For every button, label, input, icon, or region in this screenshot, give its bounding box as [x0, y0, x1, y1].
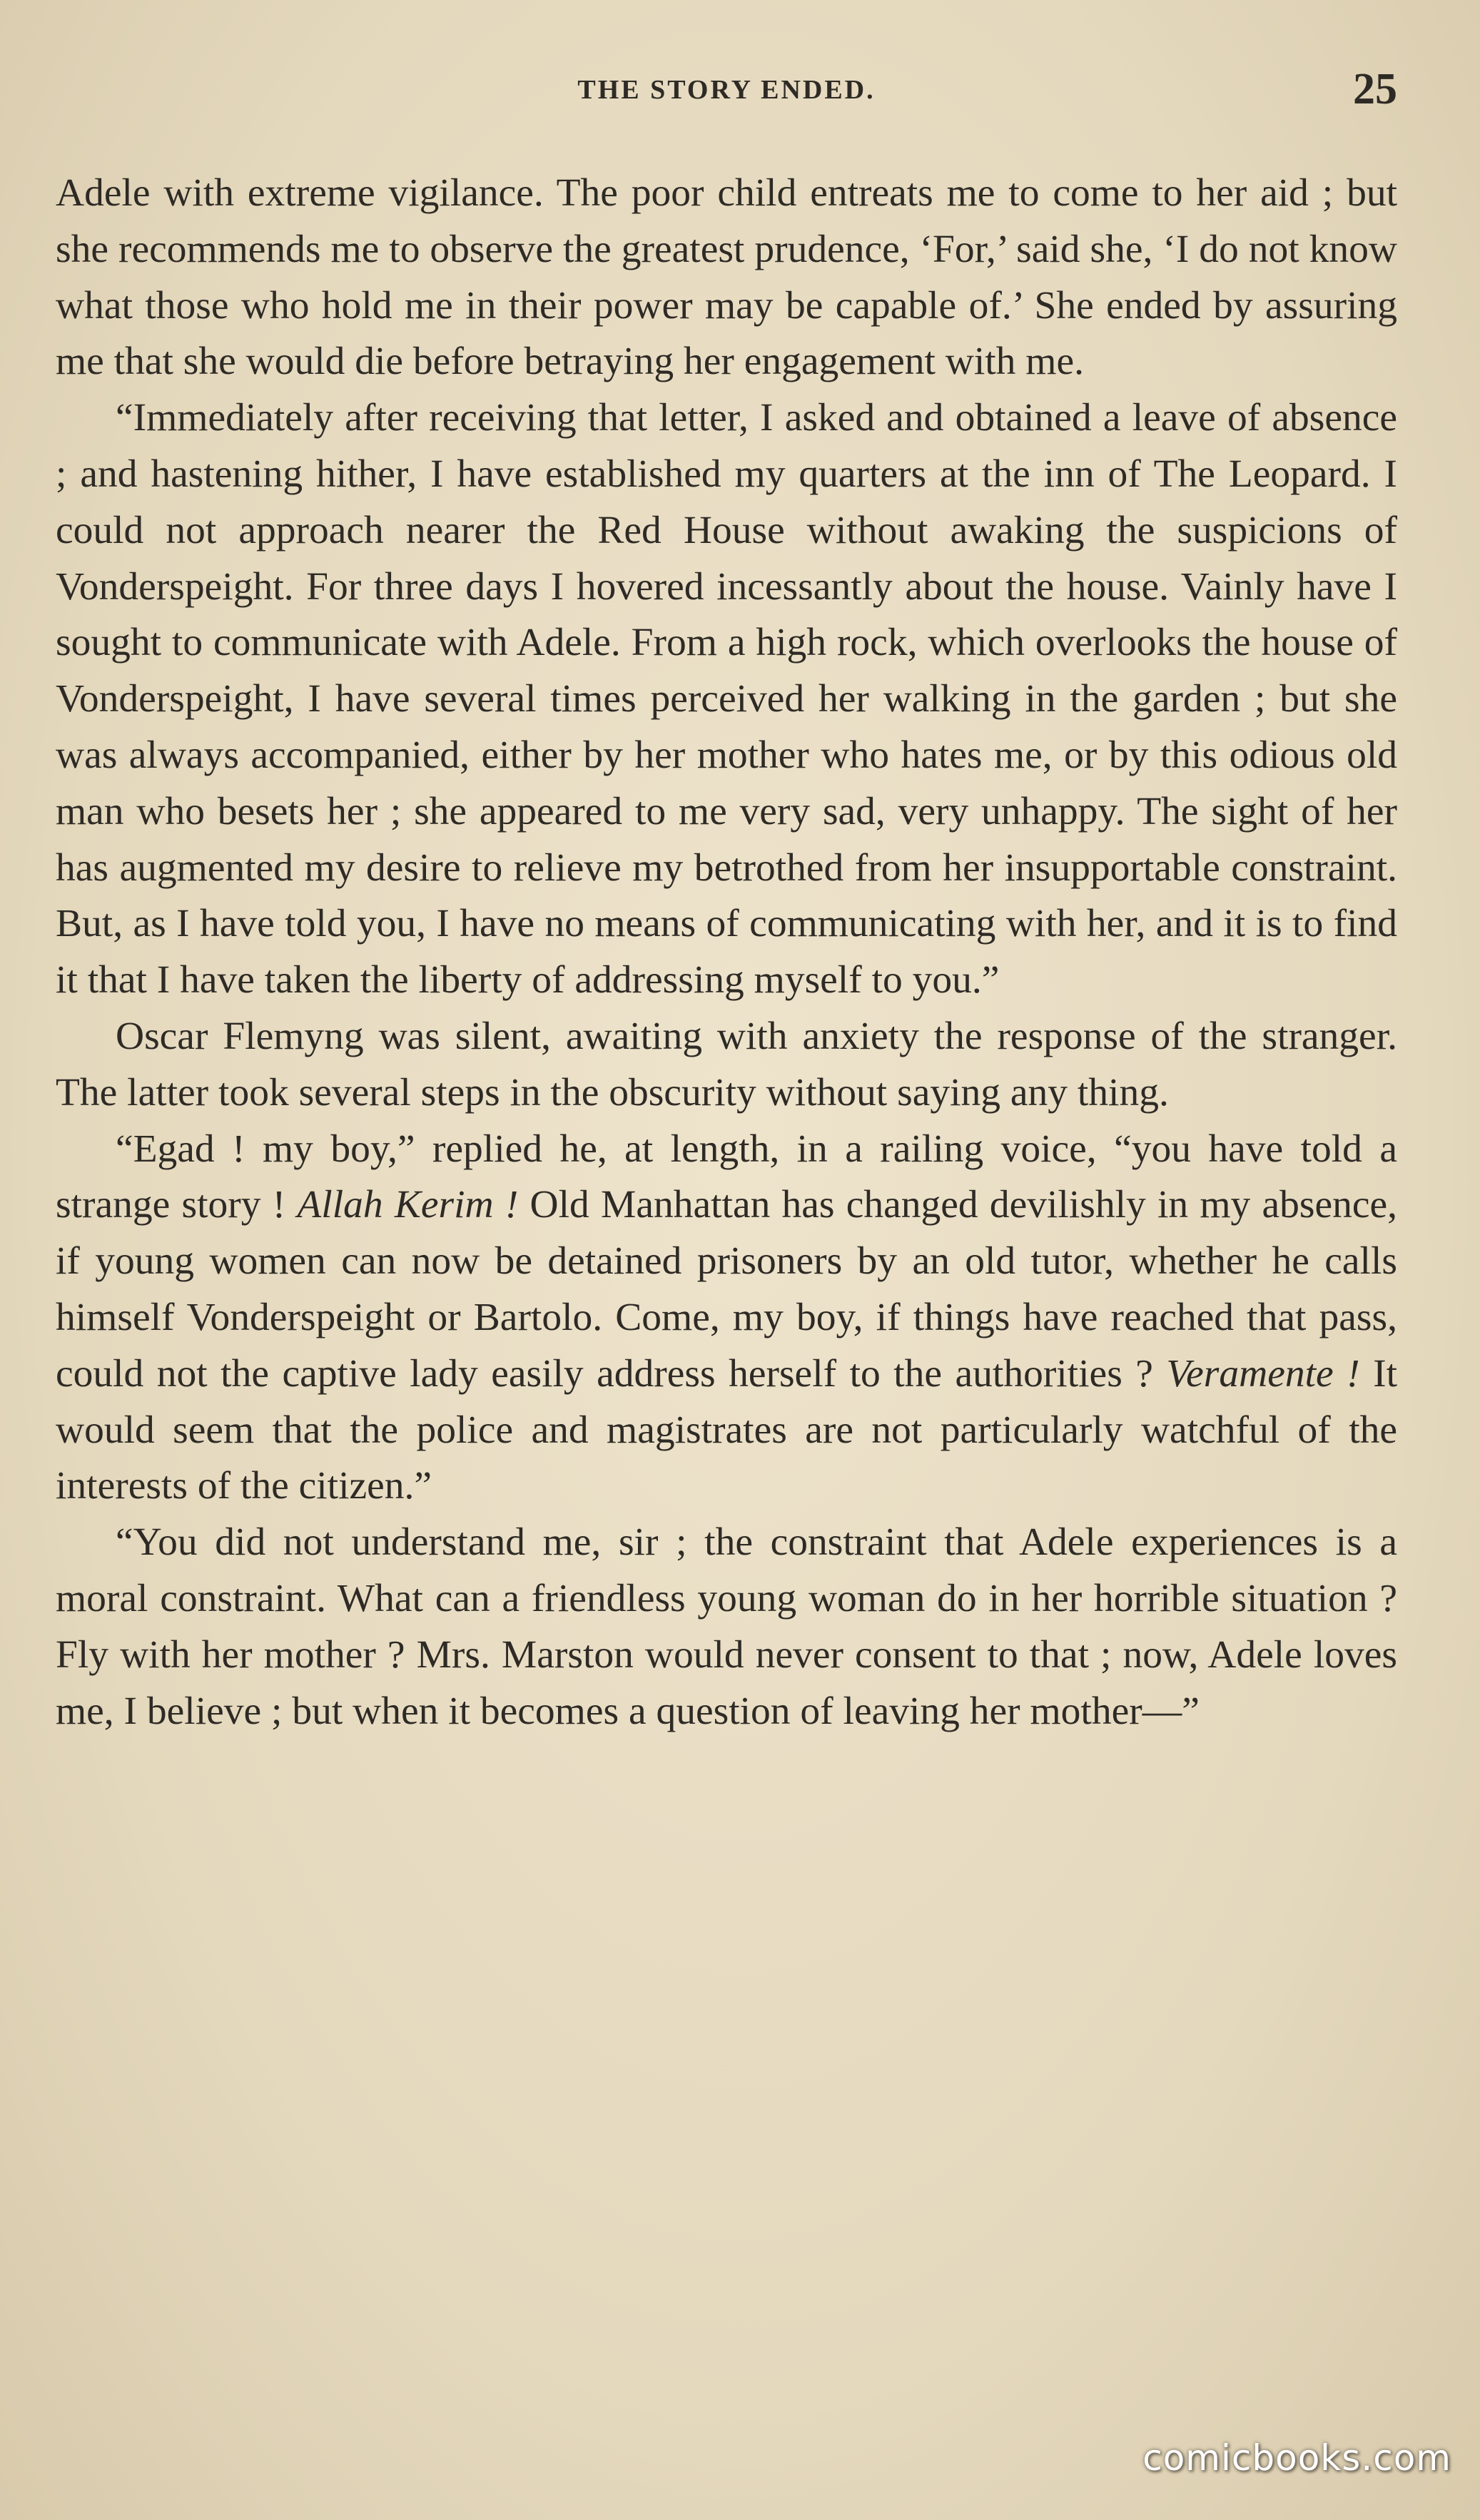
page-header [56, 64, 1397, 128]
italic-phrase: Veramente ! [1166, 1351, 1360, 1396]
running-title: THE STORY ENDED. [577, 75, 876, 105]
paragraph [56, 166, 1397, 390]
text-run: “Egad ! my boy,” replied he, at length, in a railing voice, “you have told a strange story ! [56, 1127, 1397, 1227]
paragraph [56, 1122, 1397, 1515]
text-run: Old Manhattan has changed devilishly in my absence, if young women can now be detained prisoners by an old tutor, whether he calls himself Vonderspeight or Bartolo. Come, my boy, if things have reached that pass, could not the captive lady easily address herself to the authorities ? [56, 1183, 1398, 1396]
text-run: “You did not understand me, sir ; the constraint that Adele experiences is a moral constraint. What can a friendless young woman do in her horrible situation ? Fly with her mother ? Mrs. Marston would never consent to that ; now, Adele loves me, I believe ; but when it becomes a question of leaving her mother—” [56, 1520, 1397, 1733]
paragraph [56, 390, 1397, 1009]
text-run: Oscar Flemyng was silent, awaiting with anxiety the response of the stranger. The latter took several steps in the obscurity without saying any thing. [56, 1014, 1397, 1114]
watermark: comicbooks.com [1142, 2437, 1451, 2479]
text-run: It would seem that the police and magistrates are not particularly watchful of the interests of the citizen.” [56, 1351, 1397, 1508]
paragraph [56, 1515, 1397, 1739]
italic-phrase: Allah Kerim ! [297, 1183, 519, 1227]
paragraph [56, 1009, 1397, 1122]
page-number: 25 [1353, 65, 1397, 113]
body-text [56, 166, 1397, 1739]
text-run: “Immediately after receiving that letter, I asked and obtained a leave of absence ; and hastening hither, I have established my quarters at the inn of The Leopard. I could not approach nearer the Red House without awaking the suspicions of Vonderspeight. For three days I hovered incessantly about the house. Vainly have I sought to communicate with Adele. From a high rock, which overlooks the house of Vonderspeight, I have several times perceived her walking in the garden ; but she was always accompanied, either by her mother who hates me, or by this odious old man who besets her ; she appeared to me very sad, very unhappy. The sight of her has augmented my desire to relieve my betrothed from her insupportable constraint. But, as I have told you, I have no means of communicating with her, and it is to find it that I have taken the liberty of addressing myself to you.” [56, 396, 1397, 1002]
text-run: Adele with extreme vigilance. The poor child entreats me to come to her aid ; but she recommends me to observe the greatest prudence, ‘For,’ said she, ‘I do not know what those who hold me in their power may be capable of.’ She ended by assuring me that she would die before betraying her engagement with me. [56, 171, 1397, 384]
